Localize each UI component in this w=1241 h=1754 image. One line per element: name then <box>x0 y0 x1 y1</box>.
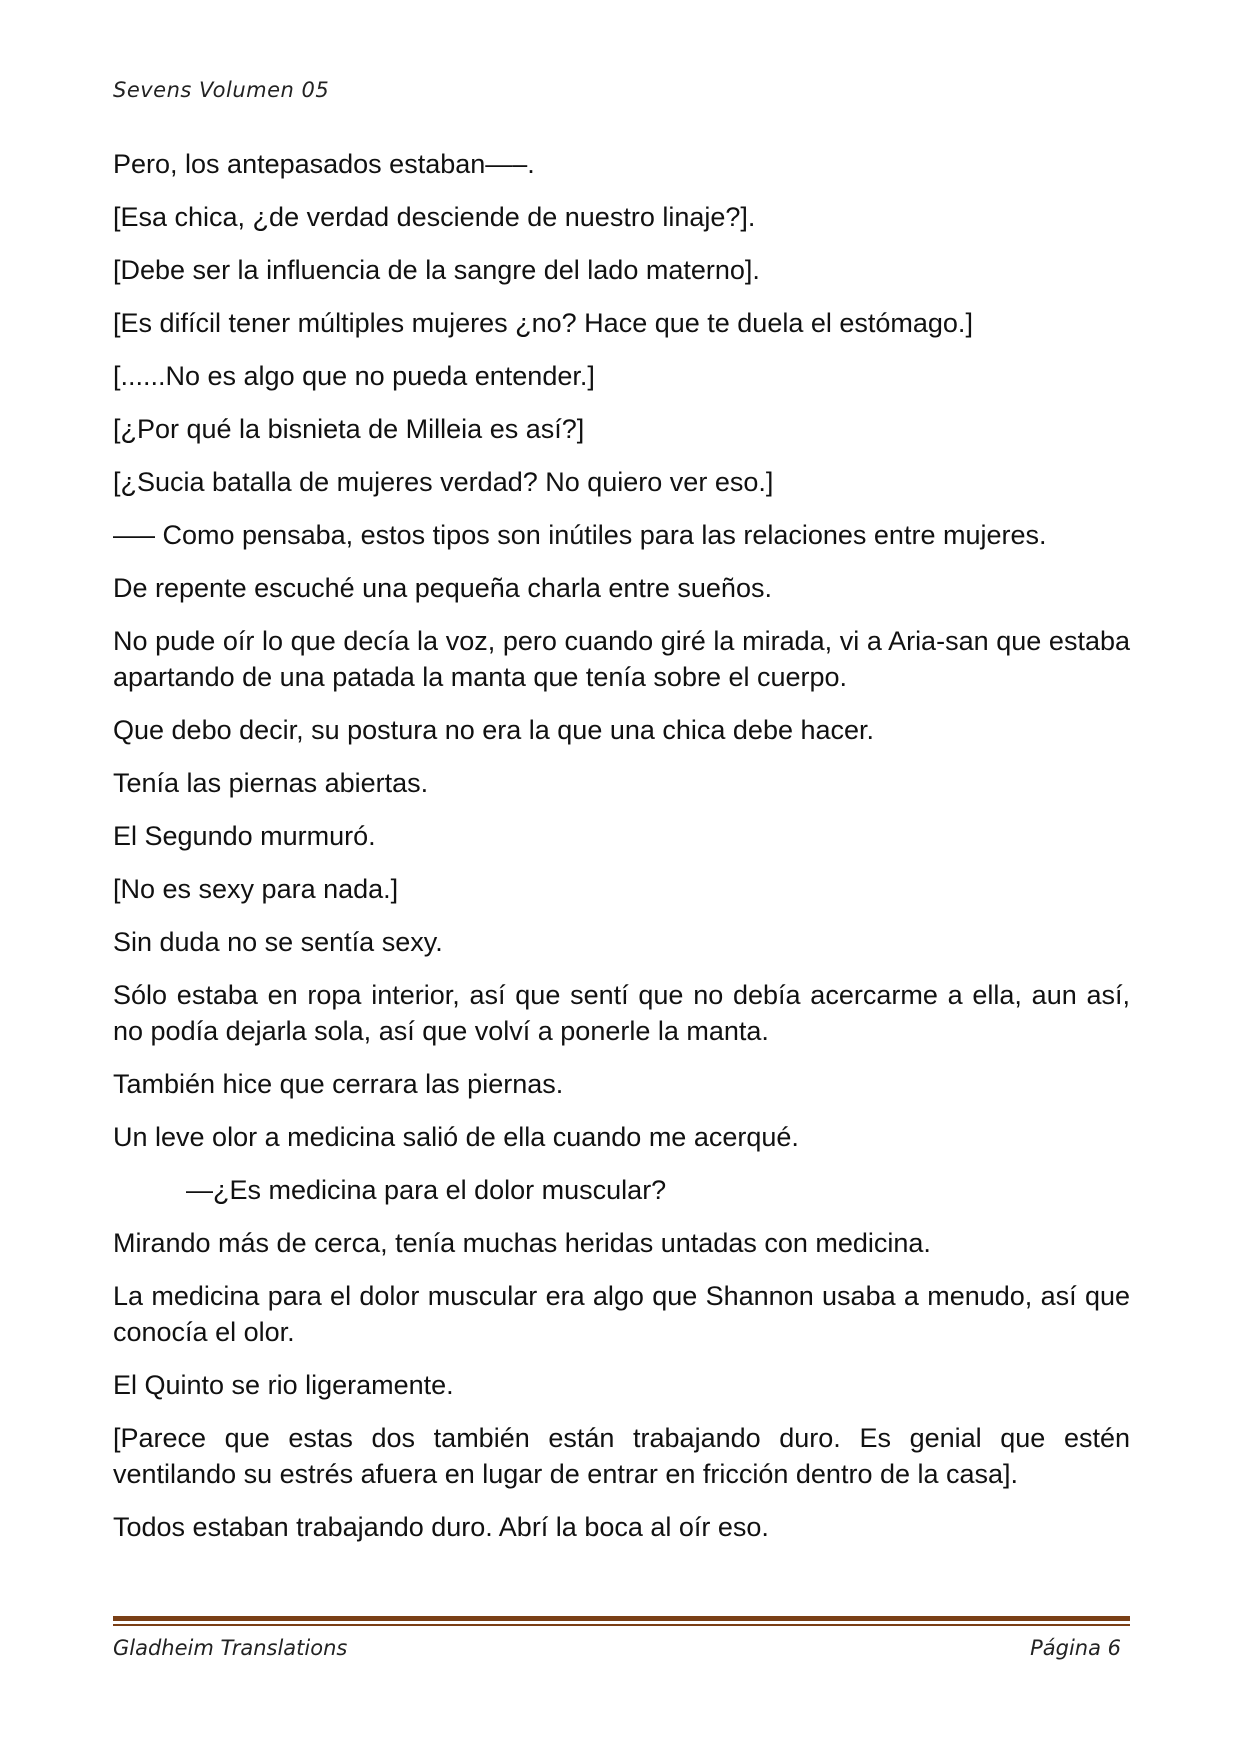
paragraph: Sólo estaba en ropa interior, así que sentí que no debía acercarme a ella, aun así, no podía dejarla sola, así que volví a ponerle la manta. <box>113 980 1130 1046</box>
paragraph: [¿Por qué la bisnieta de Milleia es así?] <box>113 414 585 444</box>
page-number: Página 6 <box>1030 1636 1121 1660</box>
paragraph: Pero, los antepasados estaban—–. <box>113 149 535 179</box>
paragraph: Mirando más de cerca, tenía muchas heridas untadas con medicina. <box>113 1228 931 1258</box>
paragraph: [......No es algo que no pueda entender.] <box>113 361 595 391</box>
paragraph: [Esa chica, ¿de verdad desciende de nuestro linaje?]. <box>113 202 756 232</box>
paragraph: Todos estaban trabajando duro. Abrí la boca al oír eso. <box>113 1512 769 1542</box>
footer-credit: Gladheim Translations <box>113 1636 348 1660</box>
paragraph: [¿Sucia batalla de mujeres verdad? No quiero ver eso.] <box>113 467 774 497</box>
paragraph: [Debe ser la influencia de la sangre del lado materno]. <box>113 255 760 285</box>
body-text <box>113 146 1130 1562</box>
paragraph: Sin duda no se sentía sexy. <box>113 927 443 957</box>
paragraph: No pude oír lo que decía la voz, pero cuando giré la mirada, vi a Aria-san que estaba apartando de una patada la manta que tenía sobre el cuerpo. <box>113 626 1130 692</box>
running-header: Sevens Volumen 05 <box>113 78 330 102</box>
paragraph: —– Como pensaba, estos tipos son inútiles para las relaciones entre mujeres. <box>113 520 1047 550</box>
paragraph: [Parece que estas dos también están trabajando duro. Es genial que estén ventilando su estrés afuera en lugar de entrar en fricción dentro de la casa]. <box>113 1423 1130 1489</box>
paragraph: Que debo decir, su postura no era la que una chica debe hacer. <box>113 715 875 745</box>
paragraph: El Quinto se rio ligeramente. <box>113 1370 454 1400</box>
paragraph: El Segundo murmuró. <box>113 821 376 851</box>
paragraph: La medicina para el dolor muscular era algo que Shannon usaba a menudo, así que conocía el olor. <box>113 1281 1130 1347</box>
paragraph: También hice que cerrara las piernas. <box>113 1069 564 1099</box>
footer-divider-thick <box>113 1616 1130 1621</box>
paragraph-indented: —¿Es medicina para el dolor muscular? <box>186 1175 667 1205</box>
paragraph: [No es sexy para nada.] <box>113 874 399 904</box>
paragraph: Un leve olor a medicina salió de ella cuando me acerqué. <box>113 1122 799 1152</box>
footer-divider-thin <box>113 1624 1130 1626</box>
paragraph: Tenía las piernas abiertas. <box>113 768 429 798</box>
paragraph: De repente escuché una pequeña charla entre sueños. <box>113 573 772 603</box>
paragraph: [Es difícil tener múltiples mujeres ¿no? Hace que te duela el estómago.] <box>113 308 973 338</box>
